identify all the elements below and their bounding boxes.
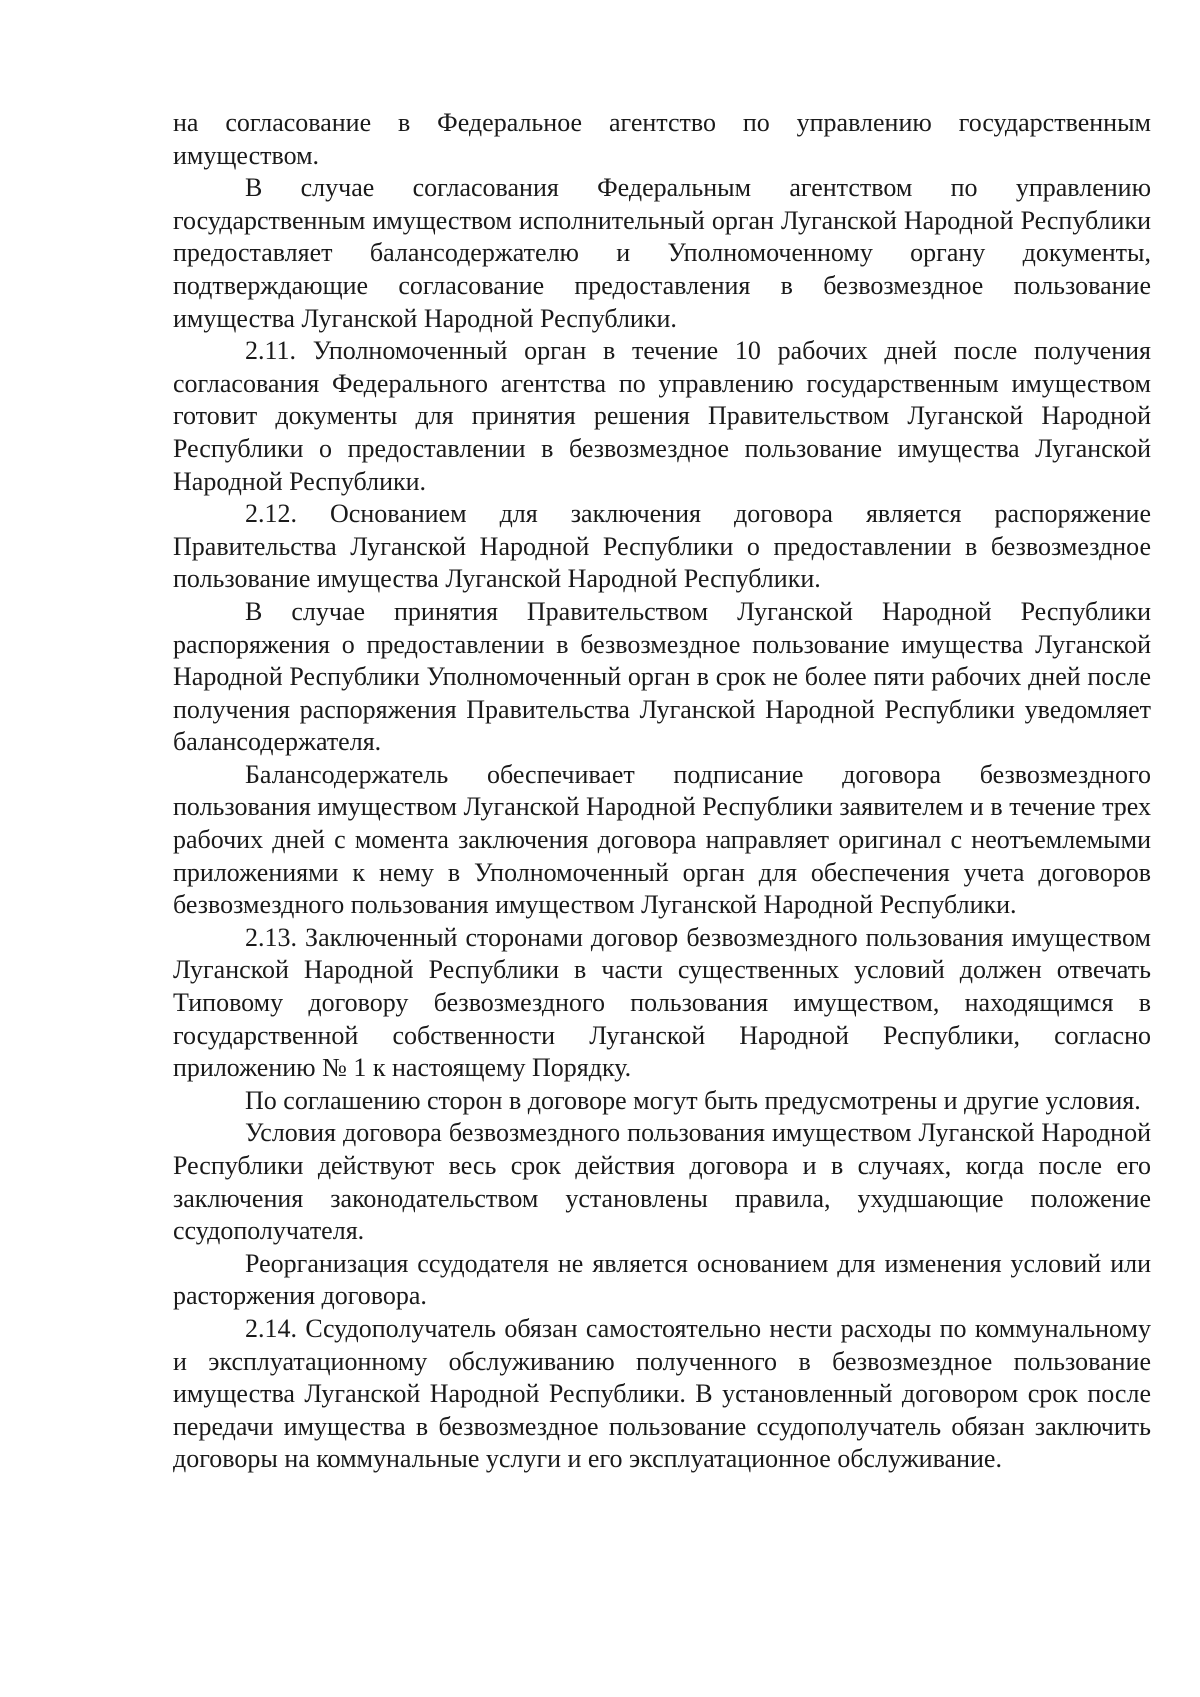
paragraph-reorganization: Реорганизация ссудодателя не является основанием для изменения условий или расторжения договора. (173, 1248, 1151, 1311)
paragraph-2-12: 2.12. Основанием для заключения договора является распоряжение Правительства Луганской Народной Республики о предоставлении в безвозмездное пользование имущества Луганской Народной Республики. (173, 499, 1151, 594)
paragraph-contract-validity: Условия договора безвозмездного пользования имуществом Луганской Народной Республики действуют весь срок действия договора и в случаях, когда после его заключения законодательством установлены правила, ухудшающие положение ссудополучателя. (173, 1118, 1151, 1246)
document-page (173, 107, 1151, 1476)
paragraph-balance-holder: Балансодержатель обеспечивает подписание договора безвозмездного пользования имуществом Луганской Народной Республики заявителем и в течение трех рабочих дней с момента заключения договора направляет оригинал с неотъемлемыми приложениями к нему в Уполномоченный орган для обеспечения учета договоров безвозмездного пользования имуществом Луганской Народной Республики. (173, 759, 1151, 920)
paragraph-continuation: на согласование в Федеральное агентство по управлению государственным имуществом. (173, 108, 1151, 170)
paragraph-government-order: В случае принятия Правительством Луганской Народной Республики распоряжения о предоставлении в безвозмездное пользование имущества Луганской Народной Республики Уполномоченный орган в срок не более пяти рабочих дней после получения распоряжения Правительства Луганской Народной Республики уведомляет балансодержателя. (173, 596, 1151, 757)
paragraph-2-14: 2.14. Ссудополучатель обязан самостоятельно нести расходы по коммунальному и эксплуатационному обслуживанию полученного в безвозмездное пользование имущества Луганской Народной Республики. В установленный договором срок после передачи имущества в безвозмездное пользование ссудополучатель обязан заключить договоры на коммунальные услуги и его эксплуатационное обслуживание. (173, 1313, 1151, 1474)
paragraph-other-conditions: По соглашению сторон в договоре могут быть предусмотрены и другие условия. (245, 1085, 1141, 1115)
paragraph-2-13: 2.13. Заключенный сторонами договор безвозмездного пользования имуществом Луганской Народной Республики в части существенных условий должен отвечать Типовому договору безвозмездного пользования имуществом, находящимся в государственной собственности Луганской Народной Республики, согласно приложению № 1 к настоящему Порядку. (173, 922, 1151, 1083)
paragraph-agency-approval: В случае согласования Федеральным агентством по управлению государственным имуществом исполнительный орган Луганской Народной Республики предоставляет балансодержателю и Уполномоченному органу документы, подтверждающие согласование предоставления в безвозмездное пользование имущества Луганской Народной Республики. (173, 173, 1151, 333)
paragraph-2-11: 2.11. Уполномоченный орган в течение 10 рабочих дней после получения согласования Федерального агентства по управлению государственным имуществом готовит документы для принятия решения Правительством Луганской Народной Республики о предоставлении в безвозмездное пользование имущества Луганской Народной Республики. (173, 336, 1151, 496)
